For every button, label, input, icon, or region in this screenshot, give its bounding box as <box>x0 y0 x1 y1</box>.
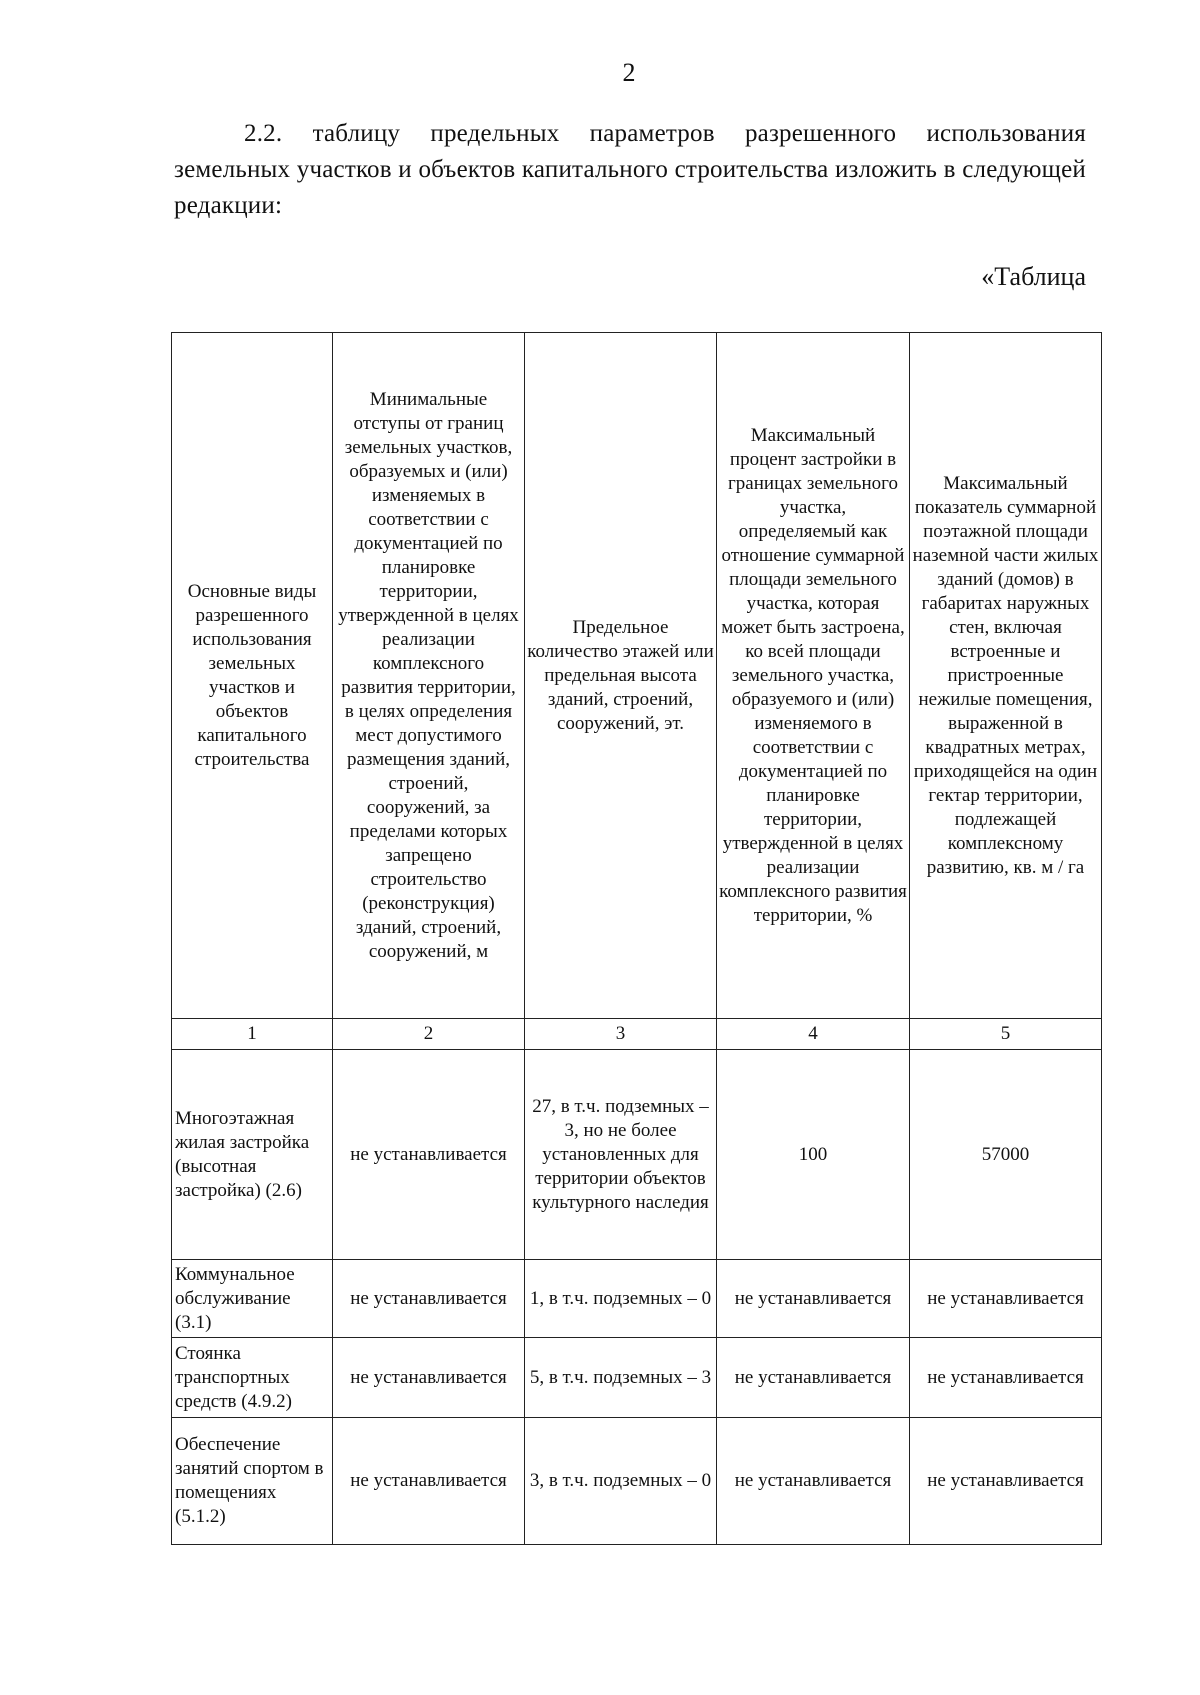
header-cell: Предельное количество этажей или предельная высота зданий, строений, сооружений, эт. <box>525 333 717 1019</box>
header-cell: Максимальный показатель суммарной поэтажной площади наземной части жилых зданий (домов) в габаритах наружных стен, включая встроенные и пристроенные нежилые помещения, выраженной в квадратных метрах, приходящейся на один гектар территории, подлежащей комплексному развитию, кв. м / га <box>910 333 1102 1019</box>
table-row <box>172 1050 1102 1260</box>
table-cell: не устанавливается <box>717 1338 910 1418</box>
table-cell: не устанавливается <box>333 1338 525 1418</box>
header-cell: Основные виды разрешенного использования земельных участков и объектов капитального строительства <box>172 333 333 1019</box>
header-cell: Максимальный процент застройки в границах земельного участка, определяемый как отношение суммарной площади земельного участка, которая может быть застроена, ко всей площади земельного участка, образуемого и (или) изменяемого в соответствии с документацией по планировке территории, утвержденной в целях реализации комплексного развития территории, % <box>717 333 910 1019</box>
header-cell: Минимальные отступы от границ земельных участков, образуемых и (или) изменяемых в соответствии с документацией по планировке территории, утвержденной в целях реализации комплексного развития территории, в целях определения мест допустимого размещения зданий, строений, сооружений, за пределами которых запрещено строительство (реконструкция) зданий, строений, сооружений, м <box>333 333 525 1019</box>
column-number: 4 <box>717 1019 910 1050</box>
land-use-type: Коммунальное обслуживание (3.1) <box>172 1260 333 1338</box>
table-cell: не устанавливается <box>910 1418 1102 1545</box>
table-cell: 57000 <box>910 1050 1102 1260</box>
table-cell: не устанавливается <box>333 1260 525 1338</box>
table-cell: не устанавливается <box>717 1260 910 1338</box>
parameters-table <box>171 332 1102 1545</box>
column-number: 2 <box>333 1019 525 1050</box>
column-number-row <box>172 1019 1102 1050</box>
table-cell: не устанавливается <box>333 1418 525 1545</box>
table-cell: не устанавливается <box>717 1418 910 1545</box>
table-cell: 27, в т.ч. подземных – 3, но не более установленных для территории объектов культурного наследия <box>525 1050 717 1260</box>
column-number: 3 <box>525 1019 717 1050</box>
column-number: 1 <box>172 1019 333 1050</box>
table-caption: «Таблица <box>981 262 1086 291</box>
table-cell: 3, в т.ч. подземных – 0 <box>525 1418 717 1545</box>
page-number: 2 <box>622 58 636 87</box>
table-cell: 5, в т.ч. подземных – 3 <box>525 1338 717 1418</box>
table-row <box>172 1338 1102 1418</box>
column-number: 5 <box>910 1019 1102 1050</box>
table-cell: не устанавливается <box>333 1050 525 1260</box>
land-use-type: Многоэтажная жилая застройка (высотная застройка) (2.6) <box>172 1050 333 1260</box>
table-cell: 1, в т.ч. подземных – 0 <box>525 1260 717 1338</box>
intro-paragraph: 2.2. таблицу предельных параметров разрешенного использования земельных участков и объектов капитального строительства изложить в следующей редакции: <box>174 120 1086 219</box>
table-row <box>172 1260 1102 1338</box>
table-header-row <box>172 333 1102 1019</box>
land-use-type: Обеспечение занятий спортом в помещениях (5.1.2) <box>172 1418 333 1545</box>
table-cell: 100 <box>717 1050 910 1260</box>
table-cell: не устанавливается <box>910 1260 1102 1338</box>
table-cell: не устанавливается <box>910 1338 1102 1418</box>
land-use-type: Стоянка транспортных средств (4.9.2) <box>172 1338 333 1418</box>
table-row <box>172 1418 1102 1545</box>
